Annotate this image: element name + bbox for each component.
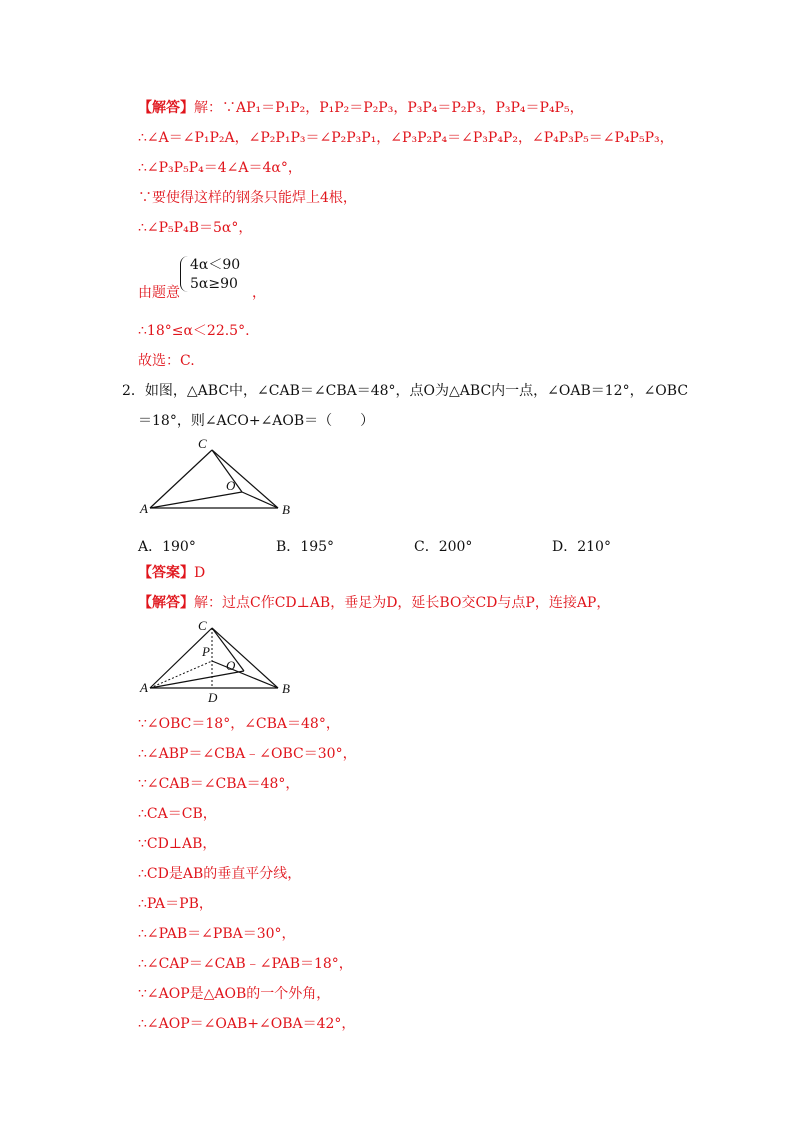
step-1: ∵∠OBC＝18°，∠CBA＝48°， — [138, 716, 340, 732]
solution-line-2: ∴∠A＝∠P₁P₂A，∠P₂P₁P₃＝∠P₂P₃P₁，∠P₃P₂P₄＝∠P₃P₄P₂，∠P₄P₃P₅＝∠P₄P₅P₃， — [138, 130, 674, 146]
option-d: D．210° — [552, 539, 611, 555]
solution-line-6-prefix: 由题意 — [138, 285, 180, 301]
label-c: C — [198, 436, 207, 451]
system-row-1: 4α＜90 — [190, 257, 241, 273]
step-10: ∵∠AOP是△AOB的一个外角， — [138, 986, 331, 1002]
step-3: ∵∠CAB＝∠CBA＝48°， — [138, 776, 300, 792]
step-11: ∴∠AOP＝∠OAB+∠OBA＝42°， — [138, 1016, 356, 1032]
step-5: ∵CD⊥AB， — [138, 836, 217, 852]
answer-value: D — [194, 565, 206, 581]
label-o: O — [226, 478, 236, 493]
solution-line-3: ∴∠P₃P₅P₄＝4∠A＝4α°， — [138, 160, 302, 176]
label-o-2: O — [226, 658, 236, 673]
option-c: C．200° — [414, 539, 473, 555]
solution-line-4: ∵要使得这样的钢条只能焊上4根， — [138, 190, 357, 206]
solution-line-5: ∴∠P₅P₄B＝5α°， — [138, 220, 253, 236]
question-2-stem-line-1: 2．如图，△ABC中，∠CAB＝∠CBA＝48°，点O为△ABC内一点，∠OAB＝12°，∠OBC — [122, 383, 689, 399]
label-c-2: C — [198, 618, 207, 633]
solution-text: 解：∵AP₁＝P₁P₂，P₁P₂＝P₂P₃，P₃P₄＝P₂P₃，P₃P₄＝P₄P₅， — [194, 100, 584, 116]
answer-tag: 【答案】 — [138, 565, 194, 581]
segment-ap-dashed — [150, 661, 212, 688]
solution-line-6-suffix: ， — [252, 285, 266, 301]
option-a: A．190° — [138, 539, 196, 555]
step-4: ∴CA＝CB， — [138, 806, 217, 822]
step-2: ∴∠ABP＝∠CBA﹣∠OBC＝30°， — [138, 746, 357, 762]
solution-tag: 【解答】 — [138, 100, 194, 116]
step-7: ∴PA＝PB， — [138, 896, 213, 912]
label-b-2: B — [282, 681, 290, 696]
segment-bc-2 — [212, 628, 278, 688]
solution-line-8: 故选：C. — [138, 353, 195, 369]
label-a-2: A — [140, 680, 148, 695]
label-d: D — [208, 690, 218, 705]
label-p: P — [202, 644, 210, 659]
solution-intro-text: 解：过点C作CD⊥AB，垂足为D，延长BO交CD与点P，连接AP， — [194, 595, 611, 611]
system-row-2: 5α≥90 — [190, 276, 238, 292]
solution-line-7: ∴18°≤α＜22.5°. — [138, 323, 250, 339]
option-b: B．195° — [276, 539, 335, 555]
step-9: ∴∠CAP＝∠CAB﹣∠PAB＝18°， — [138, 956, 353, 972]
label-a: A — [140, 501, 148, 516]
step-8: ∴∠PAB＝∠PBA＝30°， — [138, 926, 296, 942]
label-b: B — [282, 502, 290, 517]
step-6: ∴CD是AB的垂直平分线， — [138, 866, 302, 882]
solution-tag-2: 【解答】 — [138, 595, 194, 611]
question-2-stem-line-2: ＝18°，则∠ACO+∠AOB＝（ ） — [138, 413, 375, 429]
